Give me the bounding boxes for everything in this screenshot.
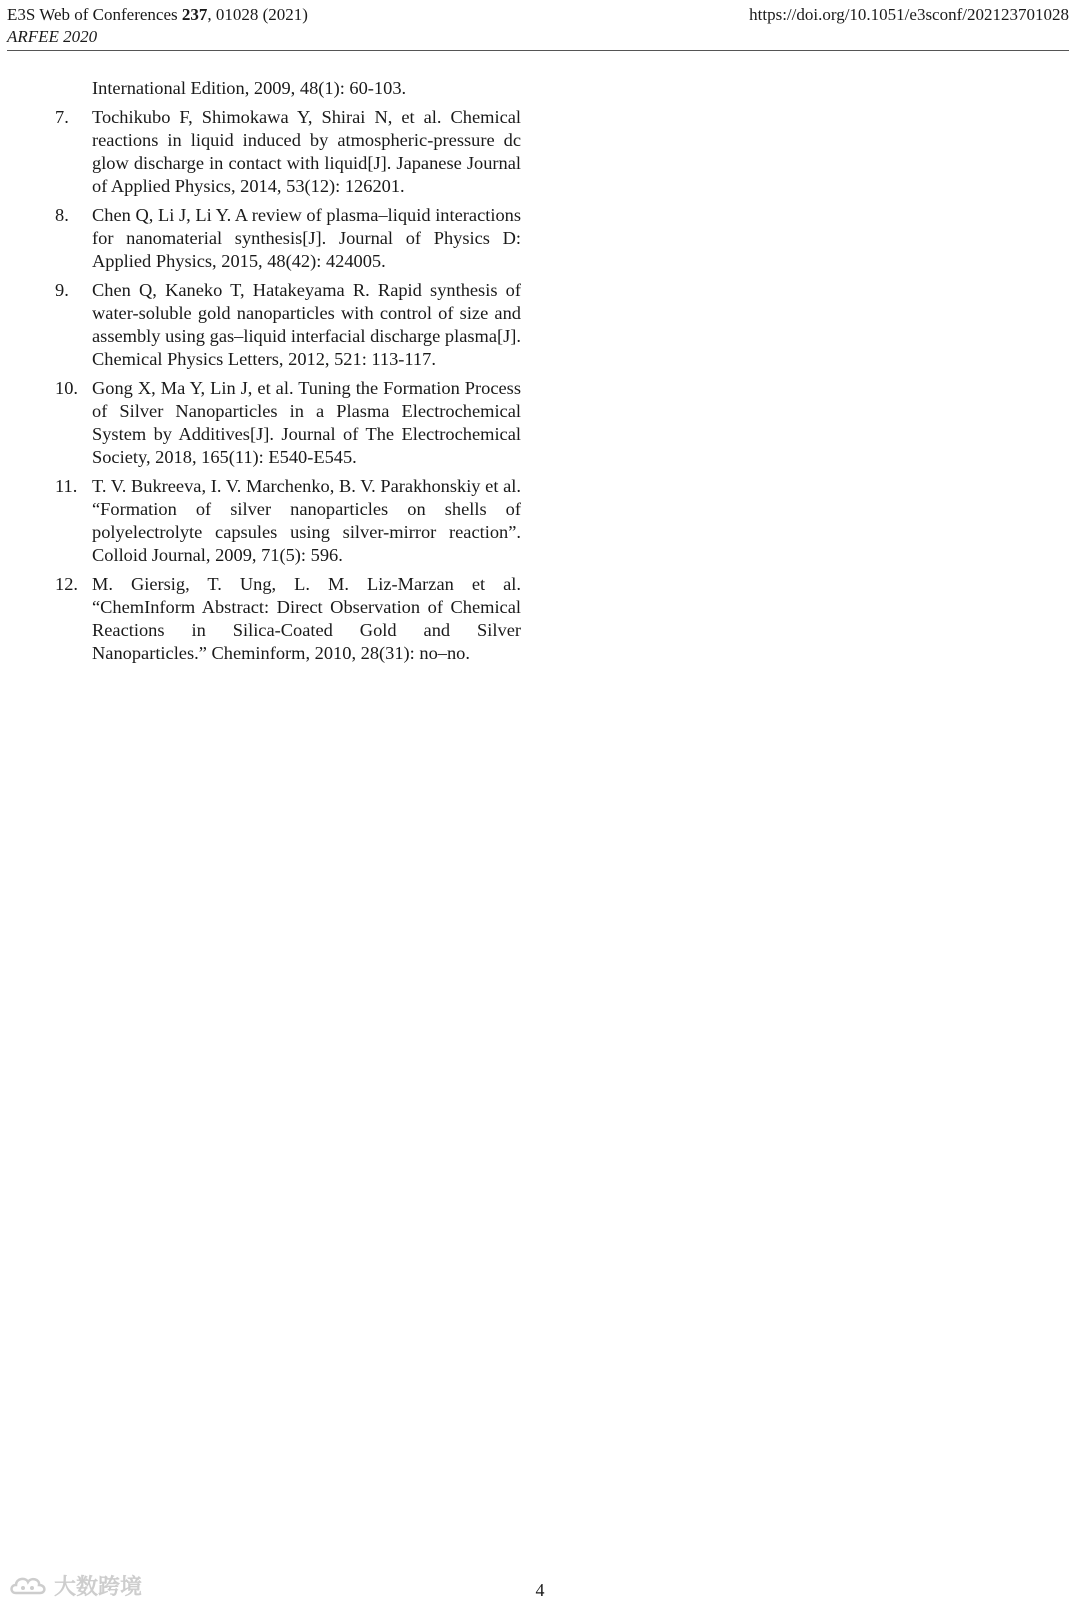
journal-volume: 237 — [181, 5, 208, 24]
journal-name: E3S Web of Conferences — [7, 5, 178, 24]
reference-text: Chen Q, Kaneko T, Hatakeyama R. Rapid synthesis of water-soluble gold nanoparticles with control of size and assembly using gas–liquid interfacial discharge plasma[J]. Chemical Physics Letters, 2012, 521: 113-117. — [92, 280, 521, 369]
reference-number: 11. — [55, 476, 78, 496]
reference-item — [55, 204, 521, 273]
reference-text: M. Giersig, T. Ung, L. M. Liz-Marzan et al. “ChemInform Abstract: Direct Observation of Chemical Reactions in Silica-Coated Gold and Silver Nanoparticles.” Cheminform, 2010, 28(31): no–no. — [92, 574, 521, 663]
reference-continuation: International Edition, 2009, 48(1): 60-103. — [92, 78, 407, 98]
reference-number: 8. — [55, 205, 69, 225]
page-number: 4 — [535, 1580, 545, 1600]
reference-text: Chen Q, Li J, Li Y. A review of plasma–liquid interactions for nanomaterial synthesis[J]. Journal of Physics D: Applied Physics, 2015, 48(42): 424005. — [92, 205, 521, 271]
reference-item — [55, 377, 521, 469]
header-citation — [7, 4, 308, 48]
reference-item — [55, 279, 521, 371]
reference-number: 12. — [55, 574, 78, 594]
reference-text: Tochikubo F, Shimokawa Y, Shirai N, et al. Chemical reactions in liquid induced by atmospheric-pressure dc glow discharge in contact with liquid[J]. Japanese Journal of Applied Physics, 2014, 53(12): 126201. — [92, 107, 521, 196]
reference-item — [55, 106, 521, 198]
reference-list — [55, 77, 521, 671]
conference-venue: ARFEE 2020 — [7, 27, 98, 46]
doi-link[interactable]: https://doi.org/10.1051/e3sconf/202123701028 — [749, 5, 1069, 24]
reference-number: 10. — [55, 378, 78, 398]
reference-text: Gong X, Ma Y, Lin J, et al. Tuning the Formation Process of Silver Nanoparticles in a Plasma Electrochemical System by Additives[J]. Journal of The Electrochemical Society, 2018, 165(11): E540-E545. — [92, 378, 521, 467]
page-header — [7, 4, 1069, 51]
reference-item — [55, 475, 521, 567]
reference-text: T. V. Bukreeva, I. V. Marchenko, B. V. Parakhonskiy et al. “Formation of silver nanoparticles on shells of polyelectrolyte capsules using silver-mirror reaction”. Colloid Journal, 2009, 71(5): 596. — [92, 476, 521, 565]
reference-number: 9. — [55, 280, 69, 300]
journal-line — [7, 4, 308, 26]
reference-number: 7. — [55, 107, 69, 127]
watermark-text: 大数跨境 — [54, 1575, 143, 1600]
article-number: , 01028 (2021) — [207, 5, 308, 24]
reference-item — [55, 573, 521, 665]
